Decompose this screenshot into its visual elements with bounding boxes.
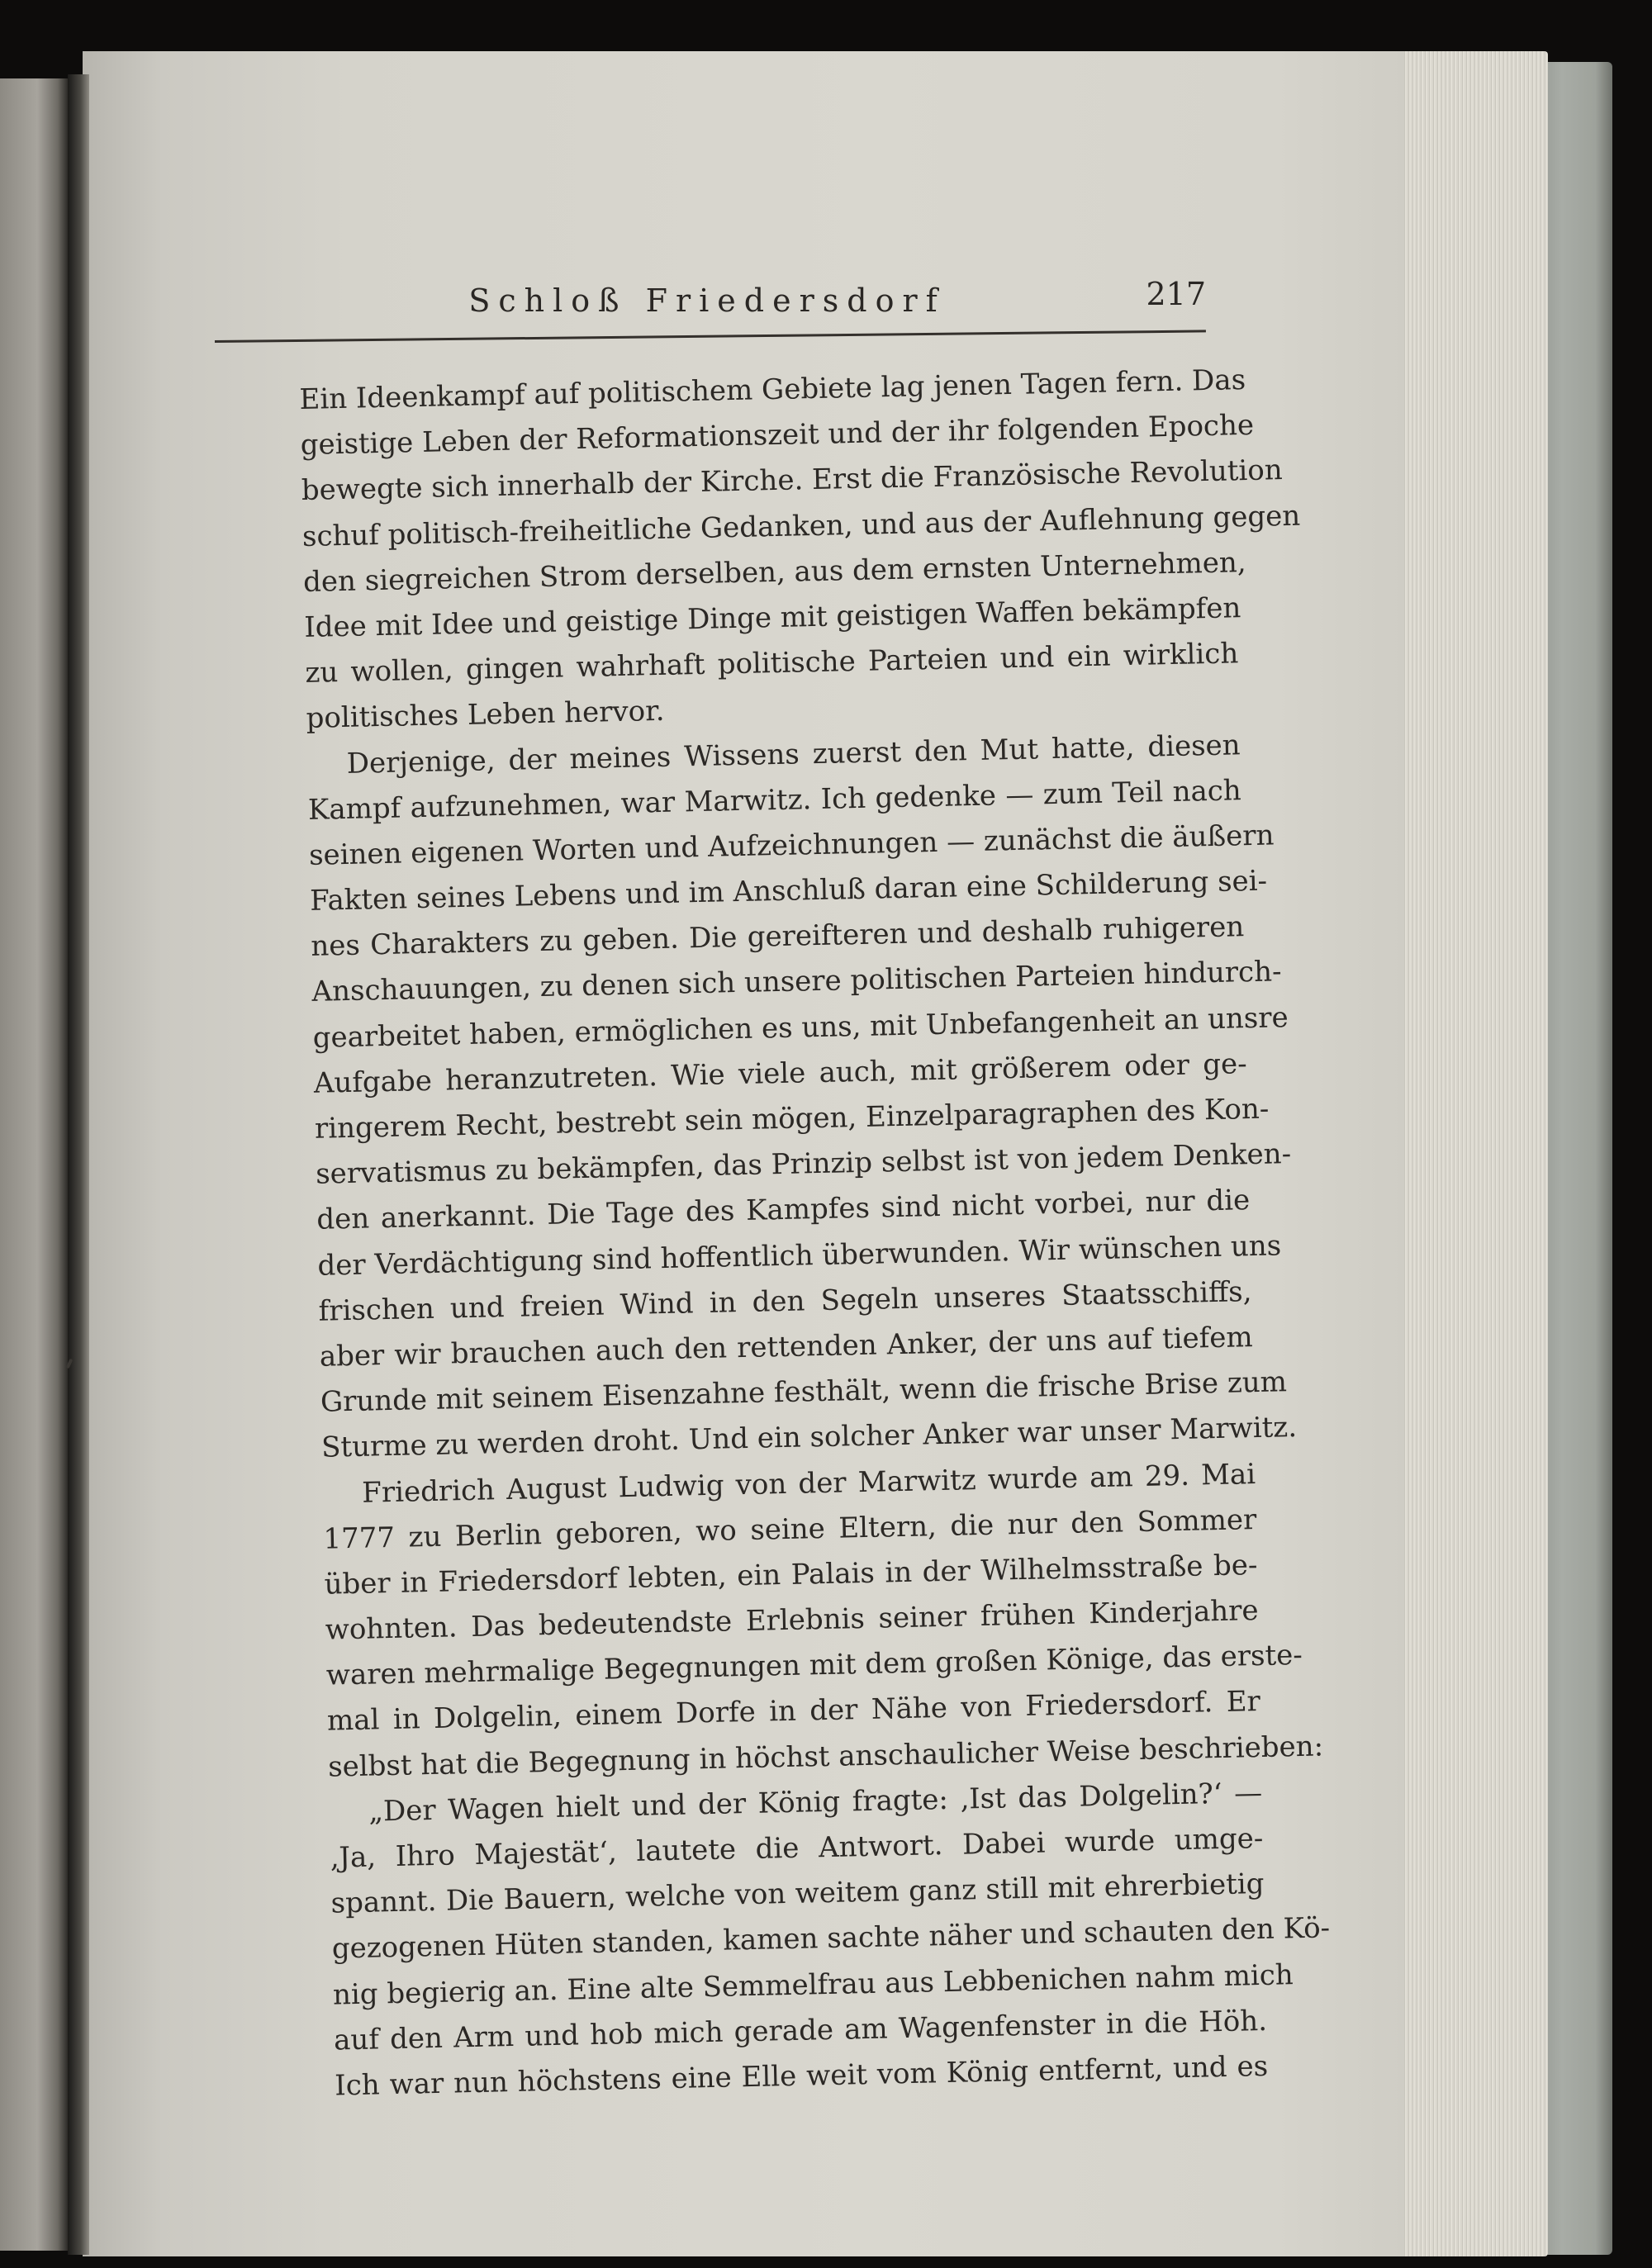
text-line: geistige Leben der Reformationszeit und der ihr folgenden Epoche	[300, 408, 1255, 463]
previous-page-edge	[0, 78, 68, 2251]
text-line: politisches Leben hervor.	[306, 695, 665, 736]
text-line: Friedrich August Ludwig von der Marwitz wurde am 29. Mai	[361, 1457, 1256, 1510]
text-line: ‚Ja, Ihro Majestät‘, lautete die Antwort. Dabei wurde umge-	[330, 1821, 1264, 1875]
text-line: Fakten seines Lebens und im Anschluß daran eine Schilderung sei-	[309, 864, 1268, 918]
text-line: seinen eigenen Worten und Aufzeichnungen — zunächst die äußern	[308, 818, 1275, 872]
page-number: 217	[1146, 276, 1206, 312]
text-line: mal in Dolgelin, einem Dorfe in der Nähe von Friedersdorf. Er	[326, 1685, 1261, 1739]
book-page	[83, 51, 1404, 2256]
book-gutter	[68, 74, 89, 2255]
text-line: schuf politisch-freiheitliche Gedanken, und aus der Auflehnung gegen	[301, 499, 1301, 553]
text-line: ringerem Recht, bestrebt sein mögen, Einzelparagraphen des Kon-	[314, 1092, 1270, 1146]
text-line: servatismus zu bekämpfen, das Prinzip selbst ist von jedem Denken-	[315, 1137, 1292, 1191]
text-line: Kampf aufzunehmen, war Marwitz. Ich gedenke — zum Teil nach	[307, 773, 1242, 827]
text-line: spannt. Die Bauern, welche von weitem ganz still mit ehrerbietig	[330, 1867, 1265, 1920]
text-line: Ein Ideenkampf auf politischem Gebiete lag jenen Tagen fern. Das	[299, 363, 1246, 416]
text-line: waren mehrmalige Begegnungen mit dem großen Könige, das erste-	[325, 1639, 1303, 1692]
text-line: auf den Arm und hob mich gerade am Wagenfenster in die Höh.	[333, 2004, 1268, 2057]
text-line: 1777 zu Berlin geboren, wo seine Eltern, die nur den Sommer	[323, 1502, 1257, 1556]
text-line: wohnten. Das bedeutendste Erlebnis seiner frühen Kinderjahre	[325, 1594, 1259, 1647]
text-line: bewegte sich innerhalb der Kirche. Erst die Französische Revolution	[301, 453, 1284, 508]
text-line: aber wir brauchen auch den rettenden Anker, der uns auf tiefem	[319, 1321, 1254, 1374]
text-line: Anschauungen, zu denen sich unsere politischen Parteien hindurch-	[311, 955, 1282, 1009]
text-line: Aufgabe heranzutreten. Wie viele auch, mit größerem oder ge-	[313, 1046, 1248, 1100]
text-line: Idee mit Idee und geistige Dinge mit geistigen Waffen bekämpfen	[303, 591, 1241, 644]
text-line: Sturme zu werden droht. Und ein solcher Anker war unser Marwitz.	[320, 1411, 1298, 1465]
text-line: Grunde mit seinem Eisenzahne festhält, wenn die frische Brise zum	[320, 1365, 1288, 1419]
text-line: über in Friedersdorf lebten, ein Palais in der Wilhelmsstraße be-	[324, 1548, 1258, 1601]
text-line: nes Charakters zu geben. Die gereifteren und deshalb ruhigeren	[311, 910, 1245, 964]
text-line: gezogenen Hüten standen, kamen sachte näher und schauten den Kö-	[331, 1911, 1331, 1966]
page-block-edge	[1394, 51, 1548, 2256]
text-line: selbst hat die Begegnung in höchst anschaulicher Weise beschrieben:	[327, 1729, 1324, 1784]
body-text	[299, 358, 1331, 2109]
text-line: Derjenige, der meines Wissens zuerst den Mut hatte, diesen	[346, 728, 1241, 781]
text-line: Ich war nun höchstens eine Elle weit vom König entfernt, und es	[334, 2049, 1269, 2103]
text-line: „Der Wagen hielt und der König fragte: ‚Ist das Dolgelin?‘ —	[368, 1776, 1263, 1829]
text-line: frischen und freien Wind in den Segeln unseres Staatsschiffs,	[318, 1274, 1252, 1328]
text-line: nig begierig an. Eine alte Semmelfrau aus Lebbenichen nahm mich	[332, 1957, 1294, 2012]
text-line: gearbeitet haben, ermöglichen es uns, mit Unbefangenheit an unsre	[312, 1000, 1289, 1055]
text-line: der Verdächtigung sind hoffentlich überwunden. Wir wünschen uns	[317, 1228, 1282, 1283]
running-title: Schloß Friedersdorf	[468, 282, 946, 319]
text-line: zu wollen, gingen wahrhaft politische Parteien und ein wirklich	[305, 637, 1239, 690]
running-head	[208, 276, 1206, 334]
text-line: den anerkannt. Die Tage des Kampfes sind nicht vorbei, nur die	[316, 1184, 1251, 1237]
text-line: den siegreichen Strom derselben, aus dem ernsten Unternehmen,	[302, 545, 1247, 599]
